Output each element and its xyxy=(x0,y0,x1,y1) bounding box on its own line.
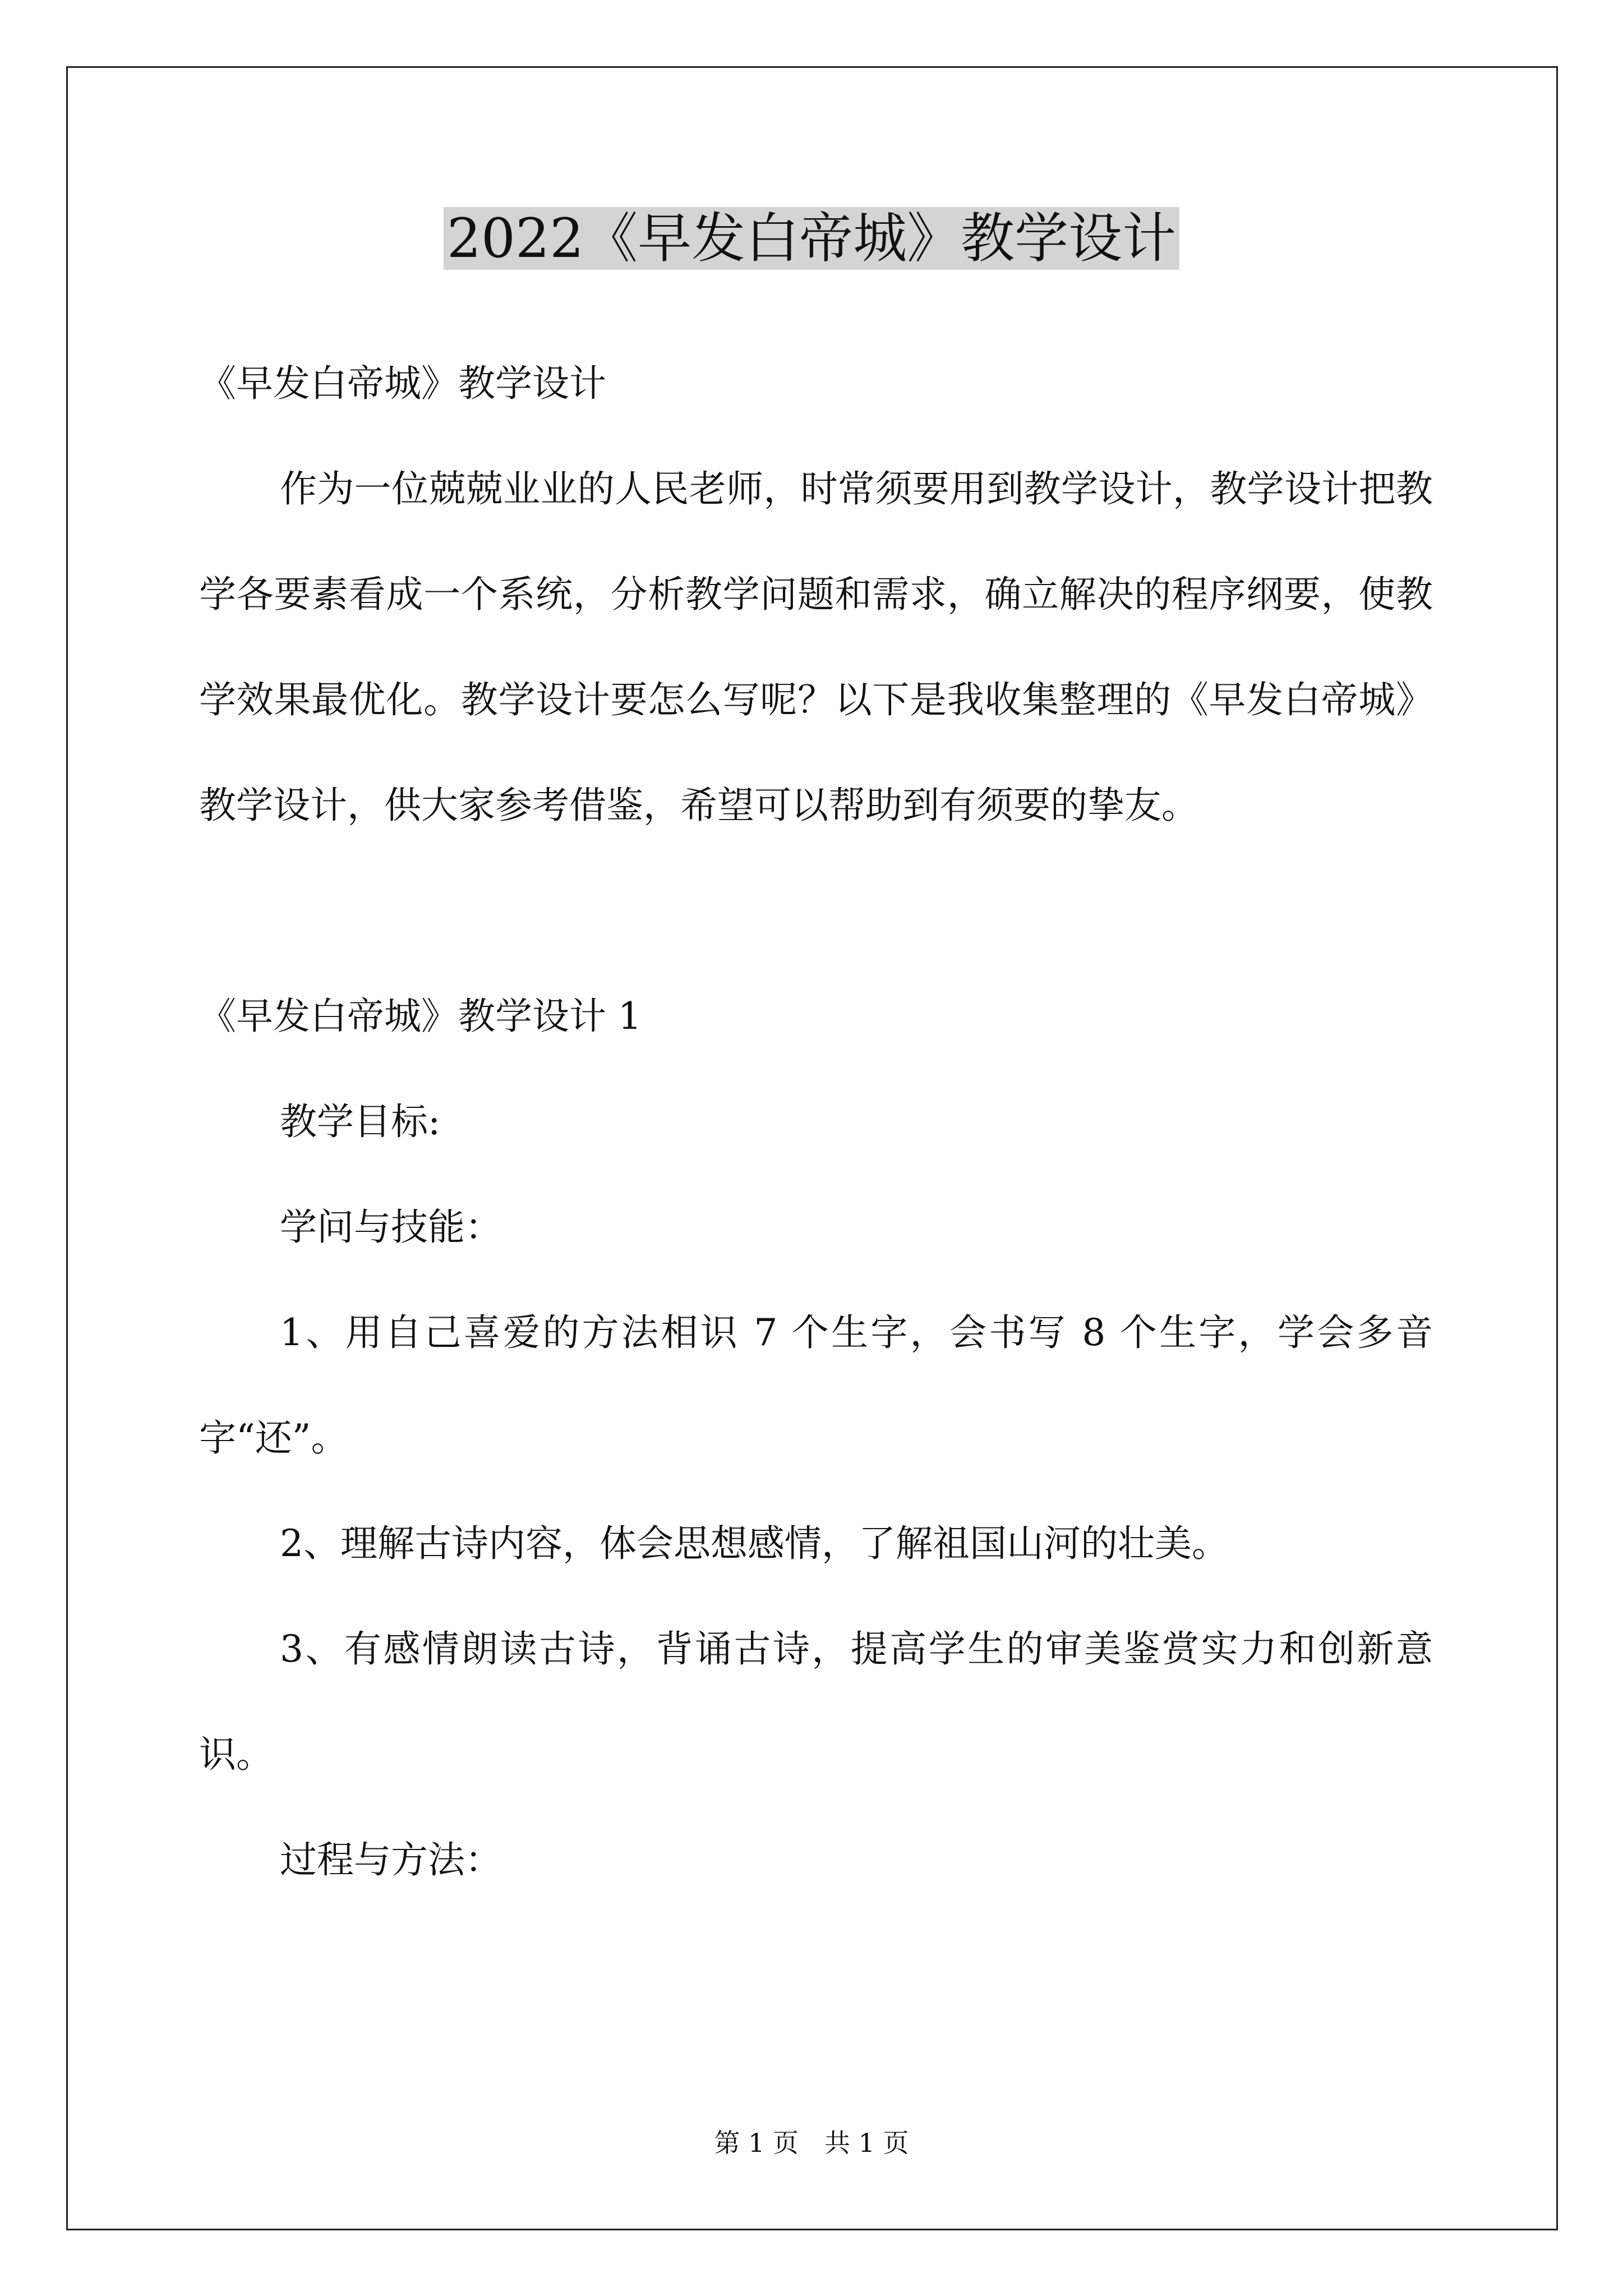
process-method-heading: 过程与方法： xyxy=(280,1838,502,1881)
page-footer: 第 1 页 共 1 页 xyxy=(714,2128,909,2158)
goal-item-3: 3、有感情朗读古诗，背诵古诗，提高学生的审美鉴赏实力和创新意识。 xyxy=(199,1627,1433,1776)
document-title-text: 2022《早发白帝城》教学设计 xyxy=(444,207,1179,270)
intro-paragraph: 作为一位兢兢业业的人民老师，时常须要用到教学设计，教学设计把教学各要素看成一个系统，分析教学问题和需求，确立解决的程序纲要，使教学效果最优化。教学设计要怎么写呢？以下是我收集整理的《早发白帝城》教学设计，供大家参考借鉴，希望可以帮助到有须要的挚友。 xyxy=(199,467,1433,827)
goal-item-1: 1、用自己喜爱的方法相识 7 个生字，会书写 8 个生字，学会多音字“还”。 xyxy=(199,1311,1433,1460)
subtitle-paragraph: 《早发白帝城》教学设计 xyxy=(199,362,606,405)
section-heading: 《早发白帝城》教学设计 1 xyxy=(199,995,642,1038)
knowledge-skills-heading: 学问与技能： xyxy=(280,1205,502,1249)
teaching-goals-heading: 教学目标: xyxy=(280,1100,441,1143)
goal-item-2: 2、理解古诗内容，体会思想感情，了解祖国山河的壮美。 xyxy=(280,1522,1229,1565)
document-title xyxy=(0,199,1623,278)
document-body xyxy=(199,331,1433,1913)
